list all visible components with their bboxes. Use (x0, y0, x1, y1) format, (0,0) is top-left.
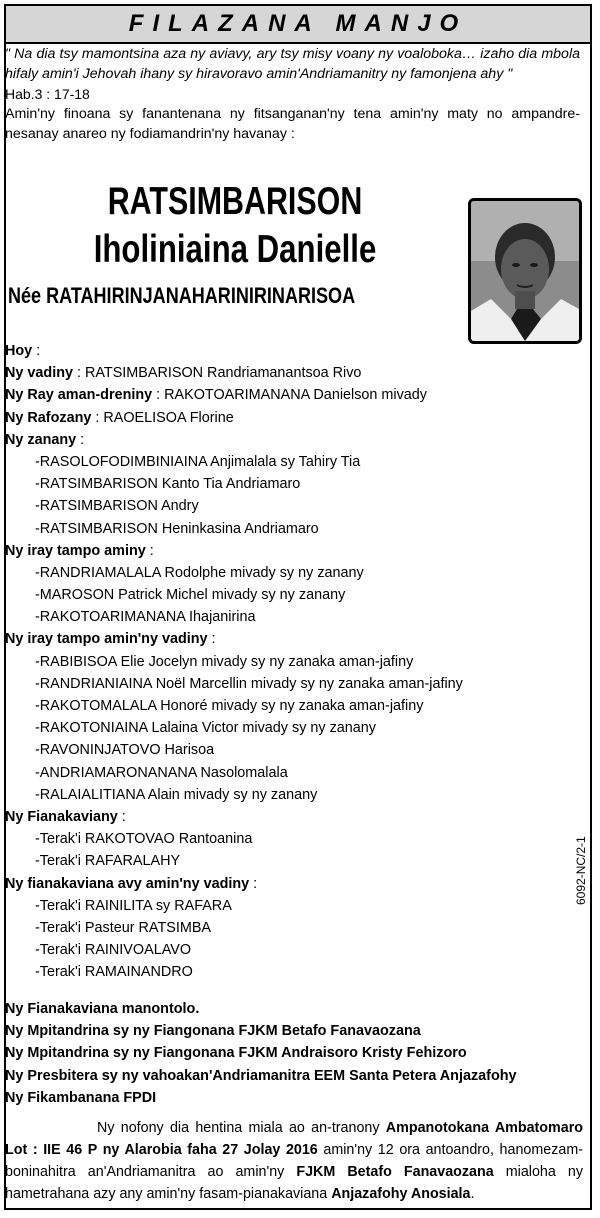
list-item: -Terak'i RAMAINANDRO (35, 964, 193, 981)
family-list (5, 340, 585, 983)
children-heading (5, 429, 585, 451)
list-item: -RAVONINJATOVO Harisoa (35, 742, 215, 759)
list-item: -RATSIMBARISON Heninkasina Andriamaro (35, 520, 319, 537)
list-item: -RAKOTOARIMANANA Ihajanirina (35, 609, 256, 626)
in-laws-value: : RAOELISOA Florine (91, 409, 234, 426)
funeral-church: FJKM Betafo Fanavaozana (296, 1164, 494, 1180)
list-item: -RASOLOFODIMBINIAINA Anjimalala sy Tahiry Tia (35, 453, 361, 470)
spouse-label: Ny vadiny (5, 365, 73, 382)
spouse-siblings-heading (5, 628, 585, 650)
deceased-maiden-name: Née RATAHIRINJANAHARINIRINARISOA (8, 283, 356, 308)
spouse-value: : RATSIMBARISON Randriamanantsoa Rivo (72, 365, 362, 382)
funeral-text-2: amin'ny 12 ora antoandro, hanomezam-boninahitra an'Andriamanitra ao amin'ny (5, 1142, 583, 1180)
children-label: Ny zanany (5, 431, 77, 448)
list-item: -RABIBISOA Elie Jocelyn mivady sy ny zanaka aman-jafiny (35, 653, 414, 670)
organization-line: Ny Presbitera sy ny vahoakan'Andriamanitra EEM Santa Petera Anjazafohy (5, 1067, 517, 1084)
parents-label: Ny Ray aman-dreniny (5, 387, 153, 404)
spouse-relatives-heading (5, 873, 585, 895)
spouse-relatives-suffix: : (249, 875, 258, 892)
list-item: -RAKOTONIAINA Lalaina Victor mivady sy ny zanany (35, 720, 376, 737)
list-item: -RALAIALITIANA Alain mivady sy ny zanany (35, 786, 318, 803)
children-suffix: : (76, 431, 85, 448)
notice-title: FILAZANA MANJO (128, 10, 468, 37)
funeral-text-3: mialoha ny hametrahana azy any amin'ny fasam-pianakaviana (5, 1164, 583, 1202)
siblings-heading (5, 540, 585, 562)
organization-line: Ny Mpitandrina sy ny Fiangonana FJKM Betafo Fanavaozana (5, 1023, 421, 1040)
funeral-details (5, 1117, 583, 1205)
funeral-text-1: Ny nofony dia hentina miala ao an-tranony (97, 1120, 386, 1136)
spouse-siblings-suffix: : (207, 631, 216, 648)
relatives-heading (5, 806, 585, 828)
list-item: -Terak'i RAFARALAHY (35, 853, 181, 870)
organization-line: Ny Fianakaviana manontolo. (5, 1001, 200, 1017)
spouse-relatives-label: Ny fianakaviana avy amin'ny vadiny (5, 875, 250, 892)
parents-line (5, 384, 585, 406)
siblings-suffix: : (145, 542, 154, 559)
spouse-line (5, 362, 585, 384)
siblings-label: Ny iray tampo aminy (5, 542, 146, 559)
organization-line: Ny Fikambanana FPDI (5, 1089, 157, 1106)
bible-quote: " Na dia tsy mamontsina aza ny aviavy, ary tsy misy voany ny voaloboka… izaho dia mbola hifaly amin'i Jehovah ihany sy hiravoravo amin'Andriamanitry ny famonjena ahy " (5, 46, 580, 82)
intro-text: Amin'ny finoana sy fanantenana ny fitsanganan'ny tena amin'ny maty no ampandre-nesanay anareo ny fodiamandrin'ny havanay : (5, 106, 580, 142)
spouse-siblings-label: Ny iray tampo amin'ny vadiny (5, 631, 208, 648)
relatives-suffix: : (117, 808, 126, 825)
in-laws-line (5, 407, 585, 429)
list-item: -RANDRIANIAINA Noël Marcellin mivady sy ny zanaka aman-jafiny (35, 675, 463, 692)
list-item: -Terak'i RAINILITA sy RAFARA (35, 897, 232, 914)
list-item: -RATSIMBARISON Kanto Tia Andriamaro (35, 476, 301, 493)
hoy-heading (5, 340, 585, 362)
funeral-burial-place: Anjazafohy Anosiala (331, 1186, 471, 1202)
hoy-suffix: : (32, 343, 41, 359)
deceased-surname: RATSIMBARISON (107, 180, 363, 223)
organization-line: Ny Mpitandrina sy ny Fiangonana FJKM Andraisoro Kristy Fehizoro (5, 1045, 467, 1062)
list-item: -Terak'i Pasteur RATSIMBA (35, 919, 212, 936)
header-banner (6, 6, 590, 44)
list-item: -MAROSON Patrick Michel mivady sy ny zanany (35, 587, 346, 604)
list-item: -RATSIMBARISON Andry (35, 498, 199, 515)
organizations-list (5, 998, 517, 1109)
relatives-label: Ny Fianakaviany (5, 808, 118, 825)
list-item: -ANDRIAMARONANANA Nasolomalala (35, 764, 288, 781)
list-item: -RANDRIAMALALA Rodolphe mivady sy ny zanany (35, 564, 364, 581)
hoy-label: Hoy (5, 343, 33, 359)
bible-reference: Hab.3 : 17-18 (5, 86, 90, 102)
list-item: -Terak'i RAKOTOVAO Rantoanina (35, 831, 253, 848)
list-item: -Terak'i RAINIVOALAVO (35, 942, 192, 959)
deceased-given-names: Iholiniaina Danielle (93, 228, 377, 271)
ad-reference-code: 6092-NC/2-1 (574, 836, 588, 905)
funeral-location: Ampanotokana Ambatomaro Lot : IIE 46 P ny Alarobia faha 27 Jolay 2016 (5, 1120, 583, 1158)
in-laws-label: Ny Rafozany (5, 409, 92, 426)
list-item: -RAKOTOMALALA Honoré mivady sy ny zanaka aman-jafiny (35, 698, 424, 714)
parents-value: : RAKOTOARIMANANA Danielson mivady (152, 387, 427, 404)
funeral-text-4: . (470, 1186, 475, 1202)
deceased-portrait-photo (468, 198, 582, 344)
